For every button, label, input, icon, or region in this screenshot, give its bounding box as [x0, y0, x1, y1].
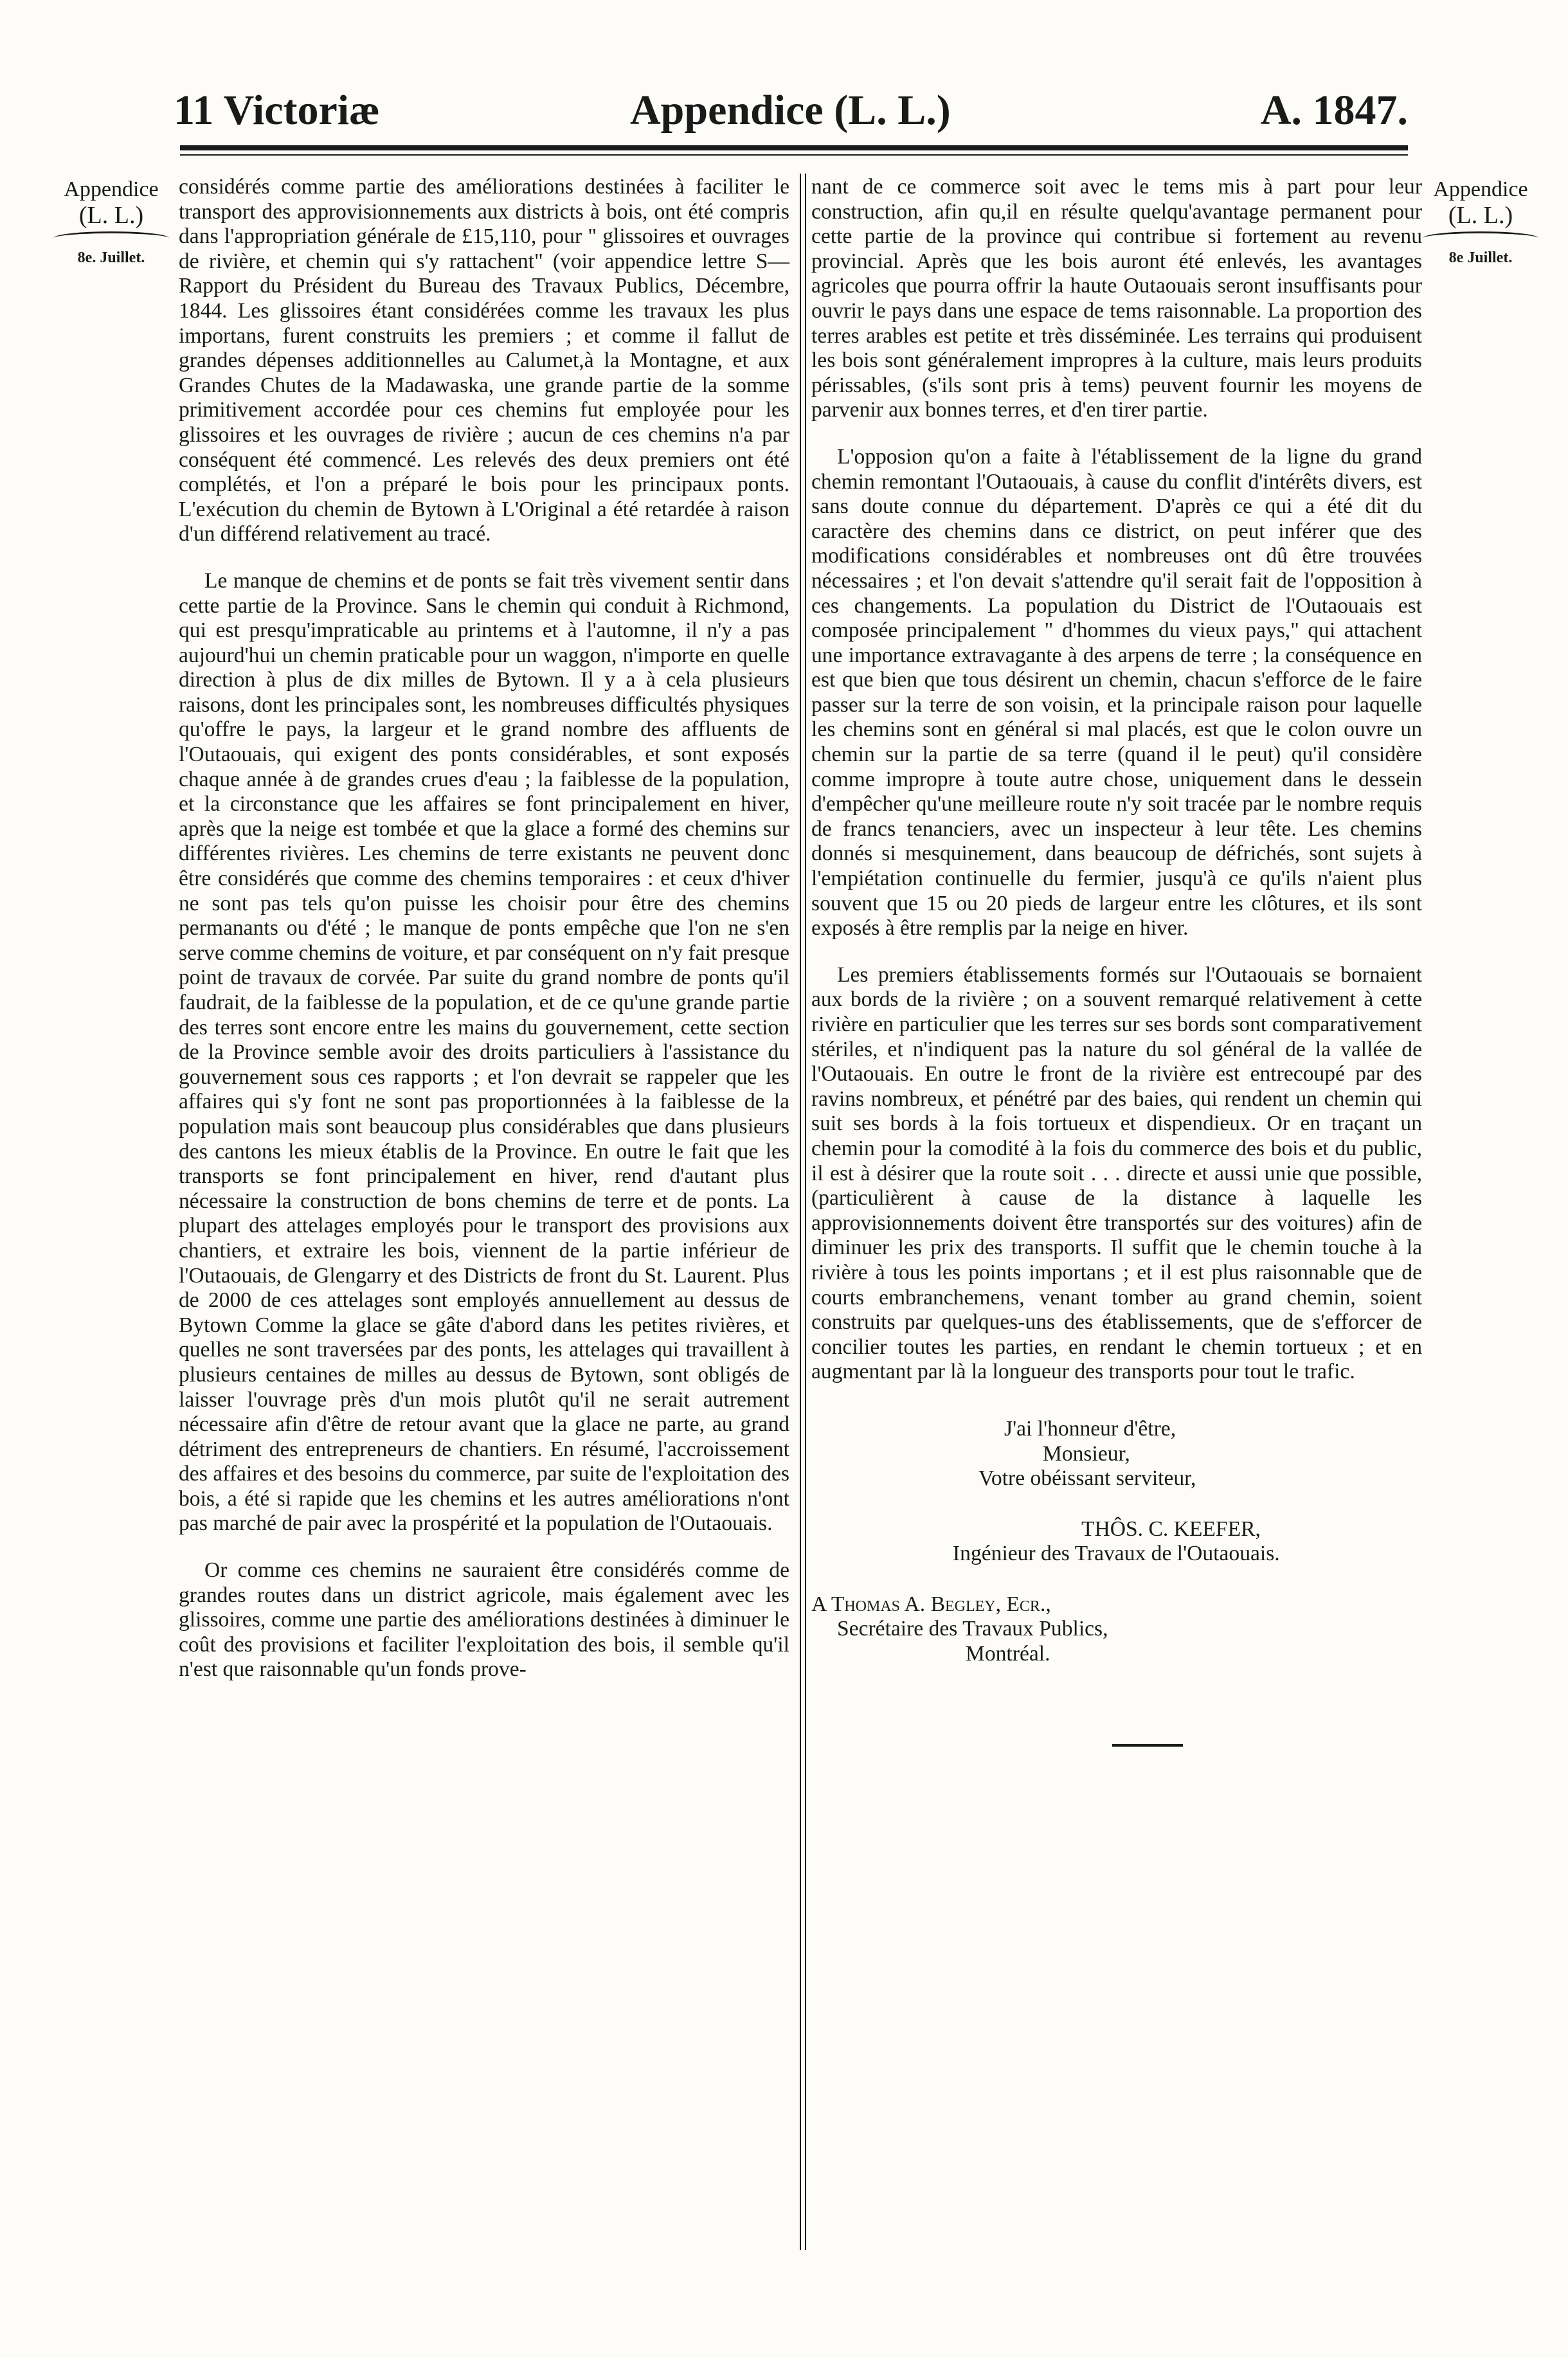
paragraph: Le manque de chemins et de ponts se fait très vivement sentir dans cette partie de la Province. Sans le chemin qui conduit à Richmond, qui est presqu'impraticable au printems et à l'automne, il n'y a pas aujourd'hui un chemin praticable pour un waggon, n'importe en quelle direction à plus de dix milles de Bytown. Il y a à cela plusieurs raisons, dont les principales sont, les nombreuses difficultés physiques qu'offre le pays, la largeur et le grand nombre des affluents de l'Outaouais, qui exigent des ponts considérables, et sont exposés chaque année à de grandes crues d'eau ; la faiblesse de la population, et la circonstance que les affaires se font principalement en hiver, après que la neige est tombée et que la glace a formé des chemins sur différentes rivières. Les chemins de terre existants ne peuvent donc être considérés que comme des chemins temporaires : et ceux d'hiver ne sont pas tels qu'on puisse les choisir pour être des chemins permanants ou d'été ; le manque de ponts empêche que l'on ne s'en serve comme chemins de voiture, et par conséquent on n'y fait presque point de travaux de corvée. Par suite du grand nombre de ponts qu'il faudrait, de la faiblesse de la population, et de ce qu'une grande partie des terres sont encore entre les mains du gouvernement, cette section de la Province semble avoir des droits particuliers à l'assistance du gouvernement sous ces rapports ; et l'on devrait se rappeler que les affaires qui s'y font ne sont pas proportionnées à la faiblesse de la population mais sont beaucoup plus considérables que dans plusieurs des cantons les mieux établis de la Province. En outre le fait que les transports se font principalement en hiver, rend d'autant plus nécessaire la construction de bons chemins de terre et de ponts. La plupart des attelages employés pour le transport des provisions aux chantiers, et extraire les bois, viennent de la partie inférieur de l'Outaouais, de Glengarry et des Districts de front du St. Laurent. Plus de 2000 de ces attelages sont employés annuellement au dessus de Bytown Comme la glace se gâte d'abord dans les petites rivières, et quelles ne sont traversées par des ponts, les attelages qui travaillent à plusieurs centaines de milles au dessus de Bytown, sont obligés de laisser l'ouvrage près d'un mois plutôt qu'il ne serait autrement nécessaire afin d'être de retour avant que la glace ne parte, au grand détriment des entrepreneurs de chantiers. En résumé, l'accroissement des affaires et des besoins du commerce, par suite de l'exploitation des bois, a été si rapide que les chemins et les autres améliorations n'ont pas marché de pair avec la prospérité et la population de l'Outaouais.	[179, 568, 789, 1536]
header-appendix: Appendice (L. L.)	[630, 87, 951, 134]
header-year: A. 1847.	[1260, 87, 1408, 134]
paragraph: Or comme ces chemins ne sauraient être considérés comme de grandes routes dans un district agricole, mais également avec les glissoires, comme une partie des améliorations destinées à diminuer le coût des provisions et faciliter l'exploitation des bois, il semble qu'il n'est que raisonnable qu'un fonds prove-	[179, 1558, 789, 1682]
left-margin-date: 8e. Juillet.	[77, 249, 145, 266]
letter-closing	[811, 1417, 1422, 1747]
closing-line: Votre obéissant serviteur,	[978, 1466, 1196, 1491]
right-margin-title: Appendice	[1433, 177, 1528, 201]
addressee-prefix: A	[811, 1592, 826, 1616]
page-header	[167, 77, 1414, 141]
addressee-city: Montréal.	[966, 1642, 1050, 1666]
addressee-line	[811, 1592, 1422, 1617]
text-column-right	[811, 175, 1422, 1747]
left-margin-title: Appendice	[64, 177, 159, 201]
left-margin-sub: (L. L.)	[78, 202, 144, 229]
closing-line: J'ai l'honneur d'être,	[1004, 1416, 1176, 1441]
paragraph: L'opposion qu'on a faite à l'établissement de la ligne du grand chemin remontant l'Outaouais, à cause du conflit d'intérêts divers, est sans doute connue du département. D'après ce qui a été dit du caractère des chemins dans ce district, on peut inférer que des modifications considérables et nombreuses ont dû être trouvées nécessaires ; et l'on devait s'attendre qu'il serait fait de l'opposition à ces changements. La population du District de l'Outaouais est composée principalement " d'hommes du vieux pays," qui attachent une importance extravagante à des arpens de terre ; la conséquence en est que bien que tous désirent un chemin, chacun s'efforce de le faire passer sur la terre de son voisin, et la principale raison pour laquelle les chemins sont en général si mal placés, est que le colon ouvre un chemin sur la partie de sa terre (quand il le peut) qu'il considère comme impropre à toute autre chose, uniquement dans le dessein d'empêcher qu'une meilleure route n'y soit tracée par le nombre requis de francs tenanciers, avec un inspecteur à leur tête. Les chemins donnés si mesquinement, dans beaucoup de défrichés, sont sujets à l'empiétation continuelle du fermier, jusqu'à ce qu'ils n'aient plus souvent que 15 ou 20 pieds de largeur entre les clôtures, et ils sont exposés à être remplis par la neige en hiver.	[811, 444, 1422, 941]
paragraph: nant de ce commerce soit avec le tems mis à part pour leur construction, afin qu,il en résulte quelqu'avantage permanent pour cette partie de la province qui contribue si fortement au revenu provincial. Après que les bois auront été enlevés, les avantages agricoles que pourra offrir la haute Outaouais seront insuffisants pour ouvrir le pays dans une espace de tems raisonnable. La proportion des terres arables est petite et très disséminée. Les terrains qui produisent les bois sont généralement impropres à la culture, mais leurs produits périssables, (s'ils sont pris à tems) peuvent fournir les moyens de parvenir aux bonnes terres, et d'en tirer partie.	[811, 175, 1422, 422]
addressee-role: Secrétaire des Travaux Publics,	[837, 1617, 1108, 1641]
right-margin-note	[1413, 177, 1548, 267]
left-margin-brace	[53, 231, 169, 245]
text-column-left	[179, 175, 789, 1682]
addressee-name: Thomas A. Begley, Ecr.,	[831, 1592, 1051, 1616]
right-margin-date: 8e Juillet.	[1448, 249, 1513, 266]
signature-name: THÔS. C. KEEFER,	[1081, 1516, 1261, 1541]
paragraph: Les premiers établissements formés sur l'Outaouais se bornaient aux bords de la rivière ; on a souvent remarqué relativement à cette rivière en particulier que les terres sur ses bords sont comparativement stériles, et n'indiquent pas la nature du sol général de la vallée de l'Outaouais. En outre le front de la rivière est entrecoupé par des ravins nombreux, et pénétré par des baies, qui rendent un chemin qui suit ses bords à la fois tortueux et dispendieux. Or en traçant un chemin pour la comodité à la fois du commerce des bois et du public, il est à désirer que la route soit . . . directe et aussi unie que possible, (particulièrent à cause de la distance à laquelle les approvisionnements doivent être transportés sur des voitures) afin de diminuer les prix des transports. Il suffit que le chemin touche à la rivière à tous les points importans ; et il est plus raisonnable que de courts embranchemens, venant tomber au grand chemin, soient construits par quelques-uns des établissements, que de s'efforcer de concilier toutes les parties, en rendant le chemin tortueux ; et en augmentant par là la longueur des transports pour tout le trafic.	[811, 962, 1422, 1384]
column-divider-left	[800, 174, 801, 2250]
header-rule-thick	[180, 145, 1408, 150]
header-session: 11 Victoriæ	[174, 87, 380, 134]
right-margin-sub: (L. L.)	[1448, 202, 1513, 229]
paragraph: considérés comme partie des améliorations destinées à faciliter le transport des approvisionnements aux districts à bois, ont été compris dans l'appropriation générale de £15,110, pour " glissoires et ouvrages de rivière, et chemin qui s'y rattachent" (voir appendice lettre S—Rapport du Président du Bureau des Travaux Publics, Décembre, 1844. Les glissoires étant considérées comme les travaux les plus importans, furent construits les premiers ; et comme il fallut de grandes dépenses additionnelles au Calumet,à la Montagne, et aux Grandes Chutes de la Madawaska, une grande partie de la somme primitivement accordée pour ces chemins fut employée pour les glissoires et les ouvrages de rivière ; aucun de ces chemins n'a par conséquent été commencé. Les relevés des deux premiers ont été complétés, et l'on a préparé le bois pour les principaux ponts. L'exécution du chemin de Bytown à L'Original a été retardée à raison d'un différend relativement au tracé.	[179, 175, 789, 546]
header-rule-thin	[180, 154, 1408, 156]
column-divider-right	[805, 174, 806, 2250]
closing-line: Monsieur,	[1043, 1441, 1130, 1466]
left-margin-note	[45, 177, 177, 267]
end-rule	[1112, 1744, 1183, 1747]
right-margin-brace	[1423, 231, 1538, 245]
signature-title: Ingénieur des Travaux de l'Outaouais.	[953, 1542, 1280, 1566]
